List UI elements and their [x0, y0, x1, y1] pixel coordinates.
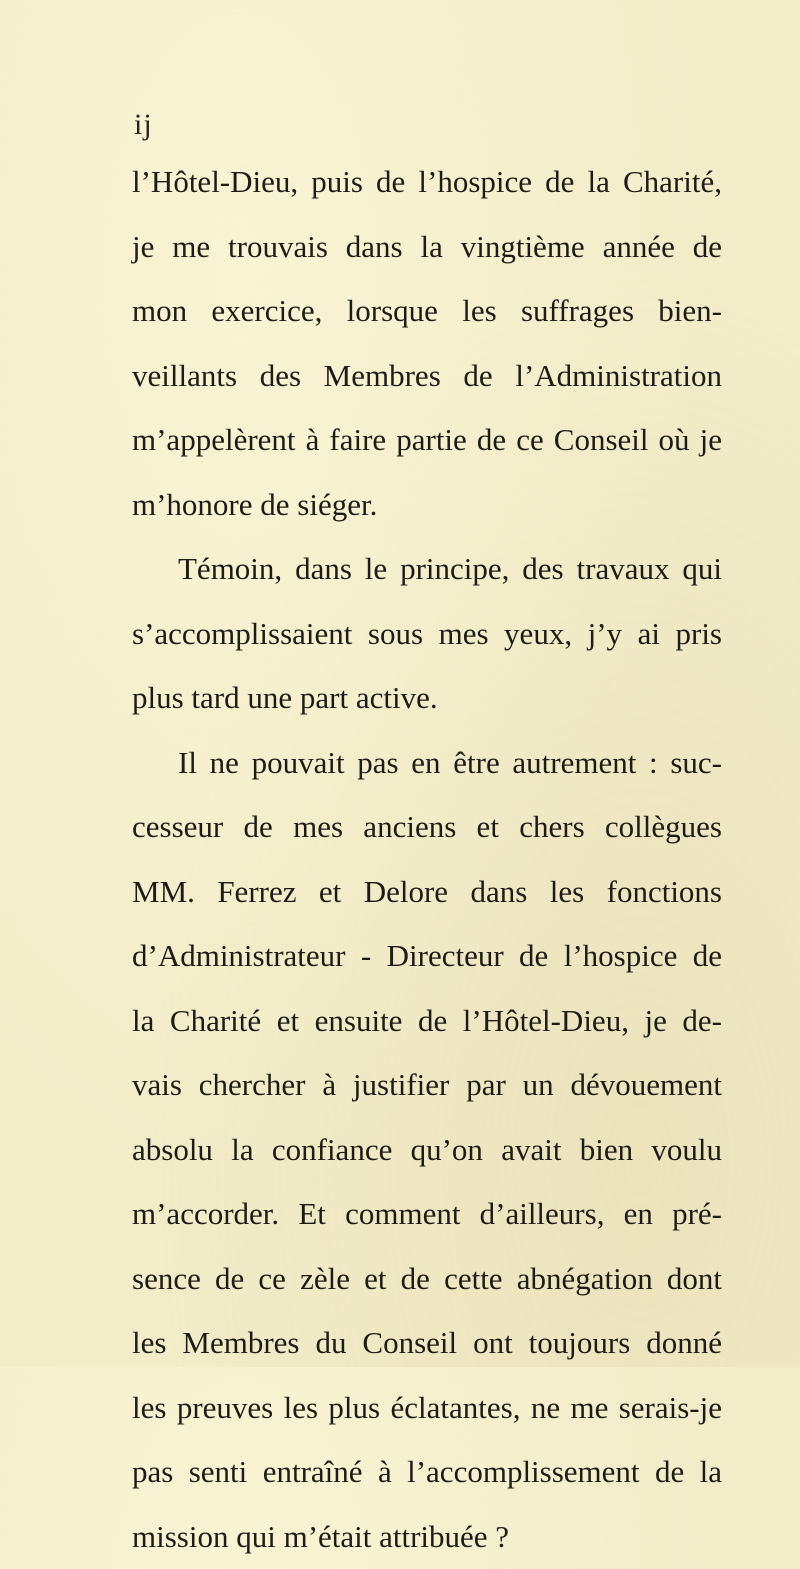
text-line: plus tard une part active.: [132, 666, 722, 731]
text-line: je me trouvais dans la vingtième année de: [132, 215, 722, 280]
paragraph-start-line: Il ne pouvait pas en être autrement : suc-: [132, 731, 722, 796]
text-line: MM. Ferrez et Delore dans les fonctions: [132, 860, 722, 925]
page-signature-mark: ij: [134, 110, 153, 140]
text-line: vais chercher à justifier par un dévouement: [132, 1053, 722, 1118]
text-line: pas senti entraîné à l’accomplissement de la: [132, 1440, 722, 1505]
text-line: sence de ce zèle et de cette abnégation dont: [132, 1247, 722, 1312]
text-line: d’Administrateur - Directeur de l’hospice de: [132, 924, 722, 989]
body-text: [132, 150, 722, 1569]
text-line: la Charité et ensuite de l’Hôtel-Dieu, je de-: [132, 989, 722, 1054]
text-line: veillants des Membres de l’Administration: [132, 344, 722, 409]
text-line: les preuves les plus éclatantes, ne me serais-je: [132, 1376, 722, 1441]
text-line: s’accomplissaient sous mes yeux, j’y ai pris: [132, 602, 722, 667]
text-line: mon exercice, lorsque les suffrages bien-: [132, 279, 722, 344]
text-line: absolu la confiance qu’on avait bien voulu: [132, 1118, 722, 1183]
text-line: m’honore de siéger.: [132, 473, 722, 538]
text-line: les Membres du Conseil ont toujours donné: [132, 1311, 722, 1376]
text-line: mission qui m’était attribuée ?: [132, 1505, 722, 1569]
text-line: cesseur de mes anciens et chers collègues: [132, 795, 722, 860]
paragraph-start-line: Témoin, dans le principe, des travaux qui: [132, 537, 722, 602]
text-line: m’appelèrent à faire partie de ce Conseil où je: [132, 408, 722, 473]
text-line: l’Hôtel-Dieu, puis de l’hospice de la Charité,: [132, 150, 722, 215]
text-line: m’accorder. Et comment d’ailleurs, en pré-: [132, 1182, 722, 1247]
